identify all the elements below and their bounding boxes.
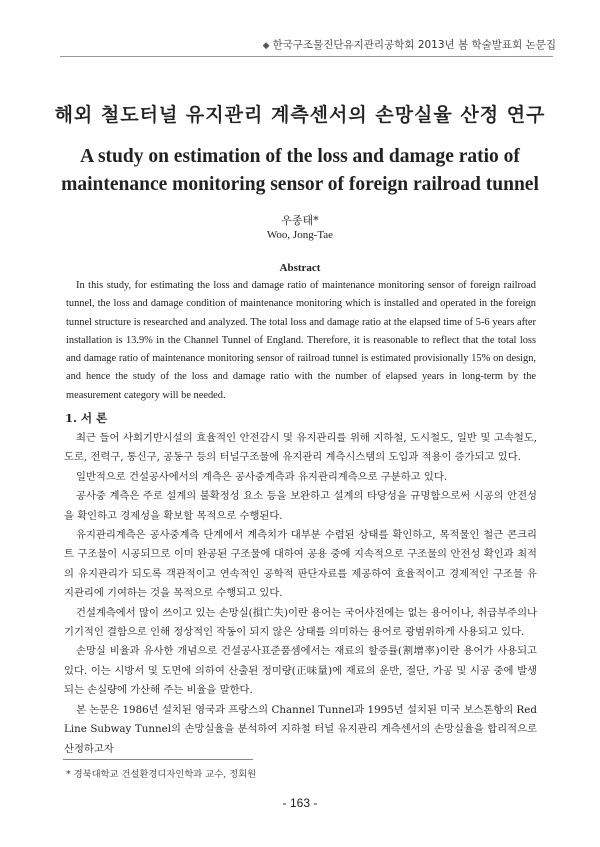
- running-header: [263, 37, 556, 52]
- english-title-line-2: maintenance monitoring sensor of foreign railroad tunnel: [61, 174, 539, 195]
- english-title-line-1: A study on estimation of the loss and damage ratio of: [80, 146, 520, 167]
- diamond-icon: ◆: [262, 41, 270, 51]
- english-title: [0, 143, 600, 199]
- body-paragraph: 최근 들어 사회기반시설의 효율적인 안전감시 및 유지관리를 위해 지하철, 도시철도, 일반 및 고속철도, 도로, 전력구, 통신구, 공동구 등의 터널구조물에 유지관리 계측시스템의 도입과 적용이 증가되고 있다.: [64, 432, 537, 464]
- body-paragraph: 본 논문은 1986년 설치된 영국과 프랑스의 Channel Tunnel과 1995년 설치된 미국 보스톤항의 Red Line Subway Tunnel의 손망실율을 분석하여 지하철 터널 유지관리 계측센서의 손망실율을 합리적으로 산정하고자: [64, 703, 537, 755]
- footnote: * 경북대학교 건설환경디자인학과 교수, 정회원: [66, 769, 257, 780]
- body-paragraph: 일반적으로 건설공사에서의 계측은 공사중계측과 유지관리계측으로 구분하고 있다.: [76, 470, 448, 483]
- body-paragraph: 손망실 비율과 유사한 개념으로 건설공사표준품셈에서는 재료의 할증률(割增率)이란 용어가 사용되고 있다. 이는 시방서 및 도면에 의하여 산출된 정미량(正味量)에 재료의 운반, 절단, 가공 및 시공 중에 발생되는 손실량에 가산해 주는 비율을 말한다.: [64, 645, 537, 697]
- page-number: - 163 -: [282, 796, 318, 810]
- body-paragraph: 공사중 계측은 주로 설계의 불확정성 요소 등을 보완하고 설계의 타당성을 규명함으로써 시공의 안전성을 확인하고 경제성을 확보할 목적으로 수행된다.: [64, 490, 537, 522]
- body-text: [64, 429, 537, 759]
- header-divider: [60, 56, 553, 57]
- author-korean: 우종태*: [281, 214, 319, 227]
- section-heading: 1. 서 론: [65, 411, 108, 425]
- author-english: Woo, Jong-Tae: [266, 229, 334, 241]
- footnote-divider: [63, 759, 253, 760]
- header-text: 한국구조물진단유지관리공학회 2013년 봄 학술발표회 논문집: [272, 39, 556, 51]
- body-paragraph: 건설계측에서 많이 쓰이고 있는 손망실(損亡失)이란 용어는 국어사전에는 없는 용어이나, 취급부주의나 기기적인 결함으로 인해 정상적인 작동이 되지 않은 상태를 의미하는 용어로 광범위하게 사용되고 있다.: [64, 606, 537, 639]
- body-paragraph: 유지관리계측은 공사중계측 단계에서 계측치가 대부분 수렴된 상태를 확인하고, 목적물인 철근 콘크리트 구조물이 시공되므로 이미 완공된 구조물에 대하여 공용 중에 지속적으로 구조물의 안전성 확인과 최적의 유지관리가 되도록 객관적이고 연속적인 공학적 판단자료를 제공하여 효율적이고 경제적인 구조물 유지관리에 기여하는 것을 목적으로 수행되고 있다.: [64, 529, 537, 600]
- abstract-text: In this study, for estimating the loss and damage ratio of maintenance monitoring sensor of foreign railroad tunnel, the loss and damage condition of maintenance monitoring which is installed and operated in the foreign tunnel structure is researched and analyzed. The total loss and damage ratio at the elapsed time of 5-6 years after installation is 13.9% in the Channel Tunnel of England. Therefore, it is reasonable to reflect that the total loss and damage ratio of maintenance monitoring sensor of railroad tunnel is estimated provisionally 15% on design, and hence the study of the loss and damage ratio with the number of elapsed years in long-term by the measurement category will be needed.: [66, 280, 536, 401]
- abstract-heading: Abstract: [279, 262, 321, 274]
- korean-title: 해외 철도터널 유지관리 계측센서의 손망실율 산정 연구: [54, 104, 546, 126]
